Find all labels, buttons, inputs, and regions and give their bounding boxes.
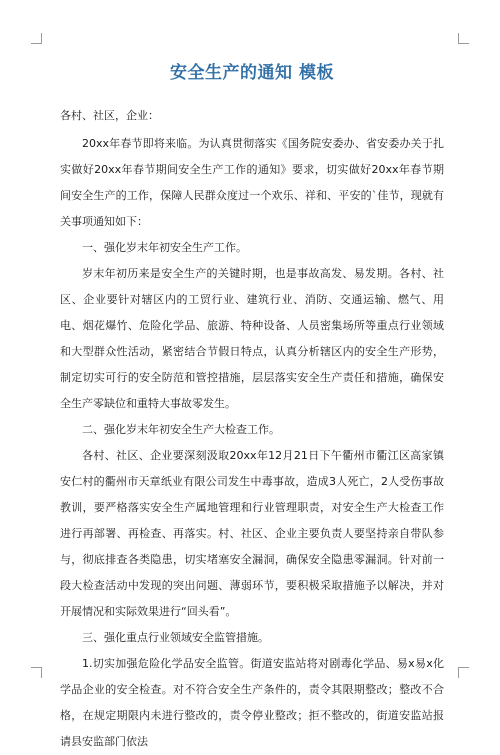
paragraph-intro: 20xx年春节即将来临。为认真贯彻落实《国务院安委办、省安委办关于扎实做好20xx年春节期间安全生产工作的通知》要求，切实做好20xx年春节期间安全生产的工作，保障人民群众度过一个欢乐、祥和、平安的`佳节，现就有关事项通知如下： bbox=[60, 137, 444, 228]
paragraph-section-3: 1.切实加强危险化学品安全监管。街道安监站将对剧毒化学品、易x易x化学品企业的安全检查。对不符合安全生产条件的，责令其限期整改；整改不合格，在规定期限内未进行整改的，责令停业整改；拒不整改的，街道安监站报请县安监部门依法 bbox=[60, 657, 444, 748]
crop-mark-bottom-right bbox=[458, 667, 469, 678]
crop-mark-top-left bbox=[31, 33, 42, 44]
paragraph-section-1: 岁末年初历来是安全生产的关键时期，也是事故高发、易发期。各村、社区、企业要针对辖区内的工贸行业、建筑行业、消防、交通运输、燃气、用电、烟花爆竹、危险化学品、旅游、特种设备、人员密集场所等重点行业领域和大型群众性活动，紧密结合节假日特点，认真分析辖区内的安全生产形势，制定切实可行的安全防范和管控措施，层层落实安全生产责任和措施，确保安全生产零缺位和重特大事故零发生。 bbox=[60, 267, 444, 410]
paragraph-section-2: 各村、社区、企业要深刻汲取20xx年12月21日下午衢州市衢江区高家镇安仁村的衢州市天章纸业有限公司发生中毒事故，造成3人死亡，2人受伤事故教训，要严格落实安全生产属地管理和行业管理职责，对安全生产大检查工作进行再部署、再检查、再落实。村、社区、企业主要负责人要坚持亲自带队参与，彻底排查各类隐患，切实堵塞安全漏洞，确保安全隐患零漏洞。针对前一段大检查活动中发现的突出问题、薄弱环节，要积极采取措施予以解决，并对开展情况和实际效果进行“回头看”。 bbox=[60, 449, 444, 618]
crop-mark-bottom-left bbox=[31, 667, 42, 678]
document-page bbox=[60, 58, 444, 755]
heading-section-3: 三、强化重点行业领域安全监管措施。 bbox=[82, 631, 269, 644]
document-title: 安全生产的通知 模板 bbox=[170, 63, 334, 83]
heading-section-2: 二、强化岁末年初安全生产大检查工作。 bbox=[82, 423, 280, 436]
heading-section-1: 一、强化岁末年初安全生产工作。 bbox=[82, 241, 247, 254]
greeting: 各村、社区，企业： bbox=[60, 109, 159, 122]
crop-mark-top-right bbox=[458, 33, 469, 44]
